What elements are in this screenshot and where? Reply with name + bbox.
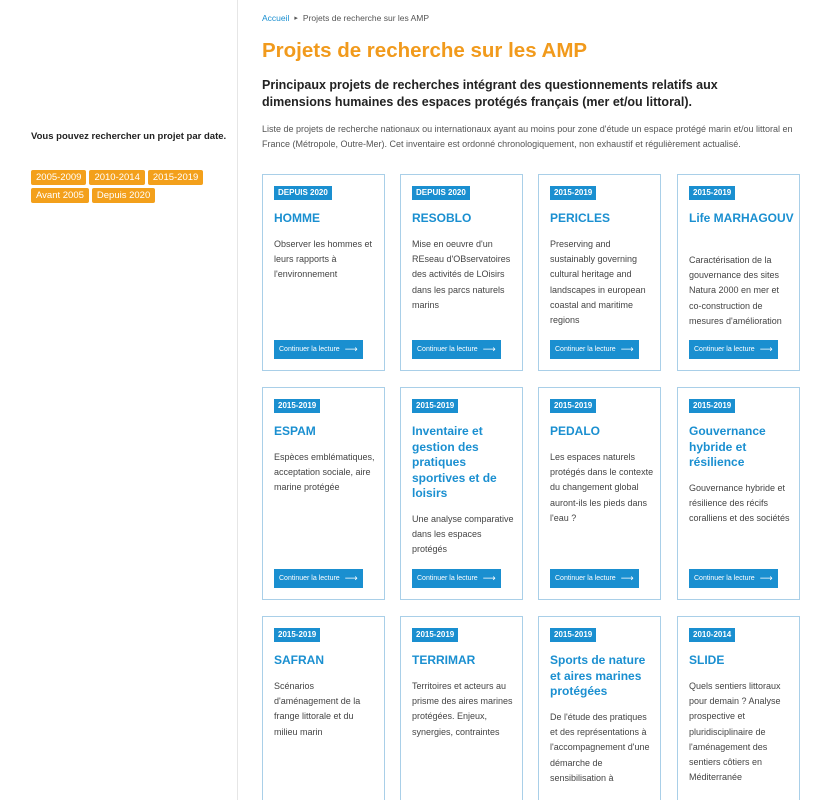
period-badge: 2015-2019 [550, 399, 596, 413]
project-title[interactable]: ESPAM [274, 424, 316, 438]
period-badge: 2015-2019 [689, 186, 735, 200]
breadcrumb-current: Projets de recherche sur les AMP [302, 13, 430, 23]
project-card [677, 174, 800, 371]
project-description: Une analyse comparative dans les espaces protégés [412, 514, 514, 555]
date-filter-2010-2014[interactable]: 2010-2014 [89, 170, 144, 185]
read-more-button[interactable] [412, 340, 501, 359]
project-description: Les espaces naturels protégés dans le contexte du changement global auront-ils les pieds dans l'eau ? [550, 452, 654, 523]
breadcrumb-separator-icon: ▸ [294, 15, 298, 22]
project-title[interactable]: Gouvernance hybride et résilience [689, 424, 766, 469]
period-badge: 2015-2019 [689, 399, 735, 413]
read-more-button[interactable] [689, 340, 778, 359]
sidebar-note: Vous pouvez rechercher un projet par date. [31, 131, 227, 142]
project-card [538, 616, 661, 800]
project-title[interactable]: TERRIMAR [412, 653, 476, 667]
date-filter-2005-2009[interactable]: 2005-2009 [31, 170, 86, 185]
project-title[interactable]: PERICLES [550, 211, 611, 225]
project-title[interactable]: HOMME [274, 211, 320, 225]
breadcrumb [262, 13, 429, 23]
read-more-button[interactable] [274, 340, 363, 359]
project-card [400, 174, 523, 371]
project-card [677, 616, 800, 800]
arrow-right-icon: ⟶ [759, 573, 773, 583]
project-title[interactable]: RESOBLO [412, 211, 472, 225]
date-filter-avant-2005[interactable]: Avant 2005 [31, 188, 89, 203]
page-title: Projets de recherche sur les AMP [262, 39, 588, 62]
period-badge: 2015-2019 [412, 399, 458, 413]
read-more-label: Continuer la lecture [555, 346, 616, 353]
read-more-button[interactable] [274, 569, 363, 588]
breadcrumb-home-link[interactable]: Accueil [262, 13, 290, 23]
project-description: Scénarios d'aménagement de la frange littorale et du milieu marin [274, 681, 361, 737]
project-card [262, 174, 385, 371]
arrow-right-icon: ⟶ [344, 573, 358, 583]
read-more-button[interactable] [412, 569, 501, 588]
date-filters [31, 170, 231, 203]
arrow-right-icon: ⟶ [759, 344, 773, 354]
read-more-label: Continuer la lecture [417, 346, 478, 353]
arrow-right-icon: ⟶ [620, 344, 634, 354]
project-card [400, 616, 523, 800]
read-more-label: Continuer la lecture [555, 575, 616, 582]
period-badge: 2015-2019 [550, 628, 596, 642]
read-more-label: Continuer la lecture [279, 575, 340, 582]
project-title[interactable]: Life MARHAGOUV [689, 211, 794, 225]
arrow-right-icon: ⟶ [344, 344, 358, 354]
read-more-button[interactable] [689, 569, 778, 588]
read-more-label: Continuer la lecture [417, 575, 478, 582]
project-title[interactable]: SAFRAN [274, 653, 324, 667]
project-title[interactable]: Inventaire et gestion des pratiques sportives et de loisirs [412, 424, 497, 500]
arrow-right-icon: ⟶ [482, 344, 496, 354]
period-badge: DEPUIS 2020 [412, 186, 470, 200]
period-badge: 2015-2019 [274, 628, 320, 642]
project-description: Preserving and sustainably governing cultural heritage and landscapes in european coastal and maritime regions [550, 239, 646, 326]
read-more-label: Continuer la lecture [694, 575, 755, 582]
project-description: Territoires et acteurs au prisme des aires marines protégées. Enjeux, synergies, contraintes [412, 681, 513, 737]
project-card [400, 387, 523, 600]
project-card [262, 387, 385, 600]
period-badge: 2015-2019 [274, 399, 320, 413]
project-card [538, 174, 661, 371]
project-title[interactable]: SLIDE [689, 653, 725, 667]
read-more-label: Continuer la lecture [694, 346, 755, 353]
period-badge: 2015-2019 [550, 186, 596, 200]
period-badge: 2010-2014 [689, 628, 735, 642]
project-description: Caractérisation de la gouvernance des sites Natura 2000 en mer et co-construction de mesures d'amélioration [689, 255, 782, 326]
page-subtitle: Principaux projets de recherches intégrant des questionnements relatifs aux dimensions humaines des espaces protégés français (mer et/ou littoral). [262, 78, 718, 109]
project-card [677, 387, 800, 600]
project-description: Observer les hommes et leurs rapports à l'environnement [274, 239, 373, 280]
date-filter-depuis-2020[interactable]: Depuis 2020 [92, 188, 155, 203]
project-description: Mise en oeuvre d'un REseau d'OBservatoires des activités de LOisirs dans les parcs naturels marins [412, 239, 511, 310]
project-description: Espèces emblématiques, acceptation sociale, aire marine protégée [274, 452, 375, 493]
page-intro: Liste de projets de recherche nationaux ou internationaux ayant au moins pour zone d'étude un espace protégé marin et/ou littoral en France (Métropole, Outre-Mer). Cet inventaire est ordonné chronologiquement, non exhaustif et régulièrement actualisé. [262, 124, 793, 149]
project-title[interactable]: PEDALO [550, 424, 601, 438]
date-filter-2015-2019[interactable]: 2015-2019 [148, 170, 203, 185]
project-card [538, 387, 661, 600]
sidebar [0, 0, 238, 800]
read-more-button[interactable] [550, 569, 639, 588]
project-card [262, 616, 385, 800]
project-description: Quels sentiers littoraux pour demain ? Analyse prospective et pluridisciplinaire de l'aménagement des sentiers côtiers en Méditerranée [689, 681, 781, 783]
period-badge: 2015-2019 [412, 628, 458, 642]
read-more-button[interactable] [550, 340, 639, 359]
read-more-label: Continuer la lecture [279, 346, 340, 353]
project-description: De l'étude des pratiques et des représentations à l'accompagnement d'une démarche de sensibilisation à [550, 712, 650, 783]
project-title[interactable]: Sports de nature et aires marines protégées [550, 653, 646, 698]
arrow-right-icon: ⟶ [482, 573, 496, 583]
project-description: Gouvernance hybride et résilience des récifs coralliens et des sociétés [689, 483, 790, 524]
period-badge: DEPUIS 2020 [274, 186, 332, 200]
arrow-right-icon: ⟶ [620, 573, 634, 583]
